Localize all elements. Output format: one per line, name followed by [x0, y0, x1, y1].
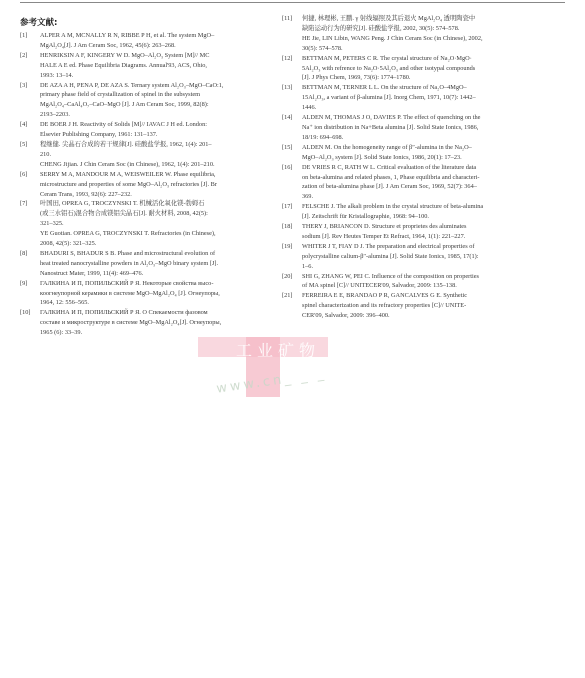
reference-text-line: on beta-alumina and related phases, 1, Phase equilibria and characteri-	[302, 173, 480, 181]
reference-number: [12]	[282, 54, 293, 62]
reference-item	[282, 143, 540, 163]
reference-text-line: 15Al₂O₃, a variant of β-alumina [J]. Inorg Chem, 1971, 10(7): 1442–	[302, 94, 476, 102]
reference-item	[20, 170, 278, 200]
reference-item	[282, 242, 540, 272]
reference-number: [9]	[20, 279, 28, 287]
reference-text-line: 321–325.	[40, 220, 64, 228]
reference-number: [1]	[20, 32, 28, 39]
reference-item	[20, 199, 278, 249]
reference-number: [17]	[282, 203, 293, 211]
reference-text-line: 叶国田, OPREA G, TROCZYNSKI T. 机械活化氧化镁-勃姆石	[40, 200, 205, 208]
reference-text-line: 1965 (6): 33–39.	[40, 329, 83, 337]
reference-number: [4]	[20, 121, 28, 129]
reference-text-line: of MA spinel [C]// UNITECER'09, Salvador, 2009: 135–138.	[302, 282, 457, 290]
reference-number: [3]	[20, 81, 28, 89]
reference-text-line: ALDEN M. On the homogeneity range of β″-alumina in the Na₂O–	[302, 143, 472, 151]
reference-text-line: 369.	[302, 193, 314, 201]
reference-text-line: 缺陷运动行为的研究[J]. 硅酸盐学报, 2002, 30(5): 574–578.	[302, 24, 460, 32]
reference-item	[282, 113, 540, 143]
reference-text-line: MgAl₂O₄[J]. J Am Ceram Soc, 1962, 45(6): 263–268.	[40, 41, 176, 49]
reference-text-line: (或三水铝石)混合物合成镁铝尖晶石[J]. 耐火材料, 2008, 42(5):	[40, 210, 208, 218]
reference-number: [11]	[282, 15, 293, 22]
reference-number: [6]	[20, 170, 28, 178]
reference-text-line: 1–6.	[302, 262, 314, 270]
references-right-column	[282, 14, 540, 321]
reference-text-line: [J]. Zeitschrift für Kristallographie, 1968: 94–100.	[302, 213, 429, 221]
reference-number: [15]	[282, 143, 293, 151]
watermark-url-text: www.cn_ _ _	[215, 366, 328, 397]
reference-item	[20, 308, 278, 338]
reference-text-line: spinel characterization and its refractory properties [C]// UNITE-	[302, 302, 467, 310]
reference-text-line: DE AZA A H, PENA P, DE AZA S. Ternary system Al₂O₃–MgO–CaO:1,	[40, 81, 224, 89]
reference-item	[282, 272, 540, 292]
reference-text-line: 18/19: 694–698.	[302, 133, 344, 141]
reference-text-line: составе и микроструктуре в системе MgO–MgAl₂O₄[J]. Огнеупоры,	[40, 319, 222, 327]
reference-item	[20, 279, 278, 309]
references-left-column	[20, 31, 278, 338]
reference-number: [16]	[282, 163, 293, 171]
watermark-chinese-text: 工业矿物	[236, 341, 321, 360]
reference-text-line: WHITER J T, FIAY D J. The preparation and electrical properties of	[302, 242, 475, 250]
reference-number: [14]	[282, 114, 293, 122]
reference-text-line: HALE A E ed. Phase Equilibria Diagrams. Annual'93, ACS, Ohio,	[40, 61, 207, 69]
reference-text-line: SHI G, ZHANG W, PEI C. Influence of the composition on properties	[302, 272, 479, 280]
reference-text-line: 30(5): 574–578.	[302, 44, 343, 52]
reference-text-line: SERRY M A, MANDOUR M A, WEISWEILER W. Phase equilibria,	[40, 170, 216, 178]
reference-item	[20, 249, 278, 279]
reference-number: [5]	[20, 140, 28, 148]
reference-text-line: 1993: 13–14.	[40, 71, 74, 79]
reference-number: [13]	[282, 84, 293, 92]
reference-number: [7]	[20, 200, 28, 208]
reference-text-line: 程继健. 尖晶石合成的若干规律[J]. 硅酸盐学报, 1962, 1(4): 201–	[40, 140, 212, 148]
reference-text-line: 5Al₂O₃ with refrence to Na₂O·5Al₂O₃ and other isotypal compounds	[302, 64, 476, 72]
reference-text-line: YE Guotian. OPREA G, TROCZYNSKI T. Refractories (in Chinese),	[40, 230, 216, 238]
reference-text-line: HENRIKSIN A F, KINGERY W D. MgO–Al₂O₃ System [M]// MC	[40, 51, 210, 59]
reference-text-line: ALPER A M, MCNALLY R N, RIBBE P H, et al. The system MgO–	[40, 32, 215, 39]
references-heading: 参考文献:	[20, 18, 58, 28]
reference-number: [21]	[282, 292, 293, 300]
reference-item	[282, 14, 540, 54]
reference-text-line: [J]. J Phys Chem, 1969, 73(6): 1774–1780.	[302, 74, 411, 82]
reference-item	[282, 54, 540, 84]
reference-number: [18]	[282, 223, 293, 231]
reference-text-line: Na⁺ ion distribution in Na+Beta alumina [J]. Solid State Ionics, 1986,	[302, 123, 479, 131]
reference-text-line: BETTMAN M, PETERS C R. The crystal structure of Na₂O·MgO·	[302, 54, 472, 62]
reference-text-line: sodium [J]. Rev Heutes Temper Et Refract, 1964, 1(1): 221–227.	[302, 232, 466, 240]
reference-item	[20, 51, 278, 81]
reference-item	[20, 120, 278, 140]
reference-text-line: ГАЛКИНА И П, ПОПИЛЬСКИЙ Р Я. Некоторые свойства высо-	[40, 279, 214, 287]
reference-item	[20, 81, 278, 121]
reference-text-line: polycrystalline calium-β″-alumina [J]. Solid State Ionics, 1985, 17(1):	[302, 252, 479, 260]
reference-item	[282, 83, 540, 113]
reference-number: [19]	[282, 242, 293, 250]
reference-text-line: 2008, 42(5): 321–325.	[40, 240, 97, 248]
reference-item	[20, 31, 278, 51]
reference-text-line: heat treated nanocrystalline powders in Al₂O₃–MgO binary system [J].	[40, 259, 219, 267]
reference-text-line: BHADURI S, BHADUR S B. Phase and microstructural evolution of	[40, 249, 216, 257]
reference-text-line: ALDEN M, THOMAS J O, DAVIES P. The effect of quenching on the	[302, 114, 481, 122]
reference-text-line: 何捷, 林理彬, 王鹏. γ 射线辐照及其后退火 MgAl₂O₄ 透明陶瓷中	[302, 15, 476, 22]
reference-text-line: DE BOER J H. Reactivity of Solids [M]// IAVAC J H ed. London:	[40, 121, 207, 129]
reference-text-line: Nanostruct Mater, 1999, 11(4): 469–476.	[40, 269, 144, 277]
reference-text-line: HE Jie, LIN Libin, WANG Peng. J Chin Ceram Soc (in Chinese), 2002,	[302, 34, 483, 42]
reference-number: [10]	[20, 309, 31, 317]
reference-item	[282, 291, 540, 321]
reference-number: [20]	[282, 272, 293, 280]
reference-item	[20, 140, 278, 170]
reference-text-line: microstructure and properties of some MgO–Al₂O₃ refractories [J]. Br	[40, 180, 217, 188]
reference-text-line: BETTMAN M, TERNER L L. On the structure of Na₂O–4MgO–	[302, 84, 467, 92]
reference-text-line: MgAl₂O₄–CaAl₄O₇–CaO–MgO [J]. J Am Ceram Soc, 1999, 82(8):	[40, 101, 209, 109]
reference-item	[282, 163, 540, 203]
reference-number: [8]	[20, 249, 28, 257]
reference-text-line: коогнеупорной керамики в системе MgO–MgAl₂O₄ [J]. Огнеупоры,	[40, 289, 220, 297]
reference-text-line: CHENG Jijian. J Chin Ceram Soc (in Chinese), 1962, 1(4): 201–210.	[40, 160, 215, 168]
reference-number: [2]	[20, 51, 28, 59]
reference-text-line: zation of beta-alumina phase [J]. J Am Ceram Soc, 1969, 52(7): 364–	[302, 183, 477, 191]
reference-item	[282, 222, 540, 242]
reference-text-line: 210.	[40, 150, 52, 158]
reference-text-line: 1964, 12: 556–565.	[40, 299, 89, 307]
reference-text-line: primary phase field of crystallization of spinel in the subsystem	[40, 91, 201, 99]
reference-text-line: 2193–2203.	[40, 111, 70, 119]
reference-text-line: CER'09, Salvador, 2009: 396–400.	[302, 312, 390, 320]
reference-text-line: FELSCHE J. The alkali problem in the crystal structure of beta-alumina	[302, 203, 484, 211]
reference-text-line: ГАЛКИНА И П, ПОПИЛЬСКИЙ Р Я. О Спекаемости фазовом	[40, 309, 208, 317]
header-rule	[20, 2, 565, 3]
reference-text-line: 1446.	[302, 104, 317, 112]
reference-text-line: Elsevier Publishing Company, 1961: 131–137.	[40, 131, 158, 139]
reference-text-line: MgO–Al₂O₃ system [J]. Solid State Ionics, 1986, 20(1): 17–23.	[302, 153, 462, 161]
reference-text-line: THERY J, BRIANCON D. Structure et proprietes des aluminates	[302, 223, 467, 231]
reference-text-line: FERREIRA E E, BRANDAO P R, GANCALVES G E. Synthetic	[302, 292, 468, 300]
reference-item	[282, 202, 540, 222]
reference-text-line: DE VRIES R C, RATH W L. Critical evaluation of the literature data	[302, 163, 477, 171]
reference-text-line: Ceram Trans, 1993, 92(6): 227–232.	[40, 190, 132, 198]
